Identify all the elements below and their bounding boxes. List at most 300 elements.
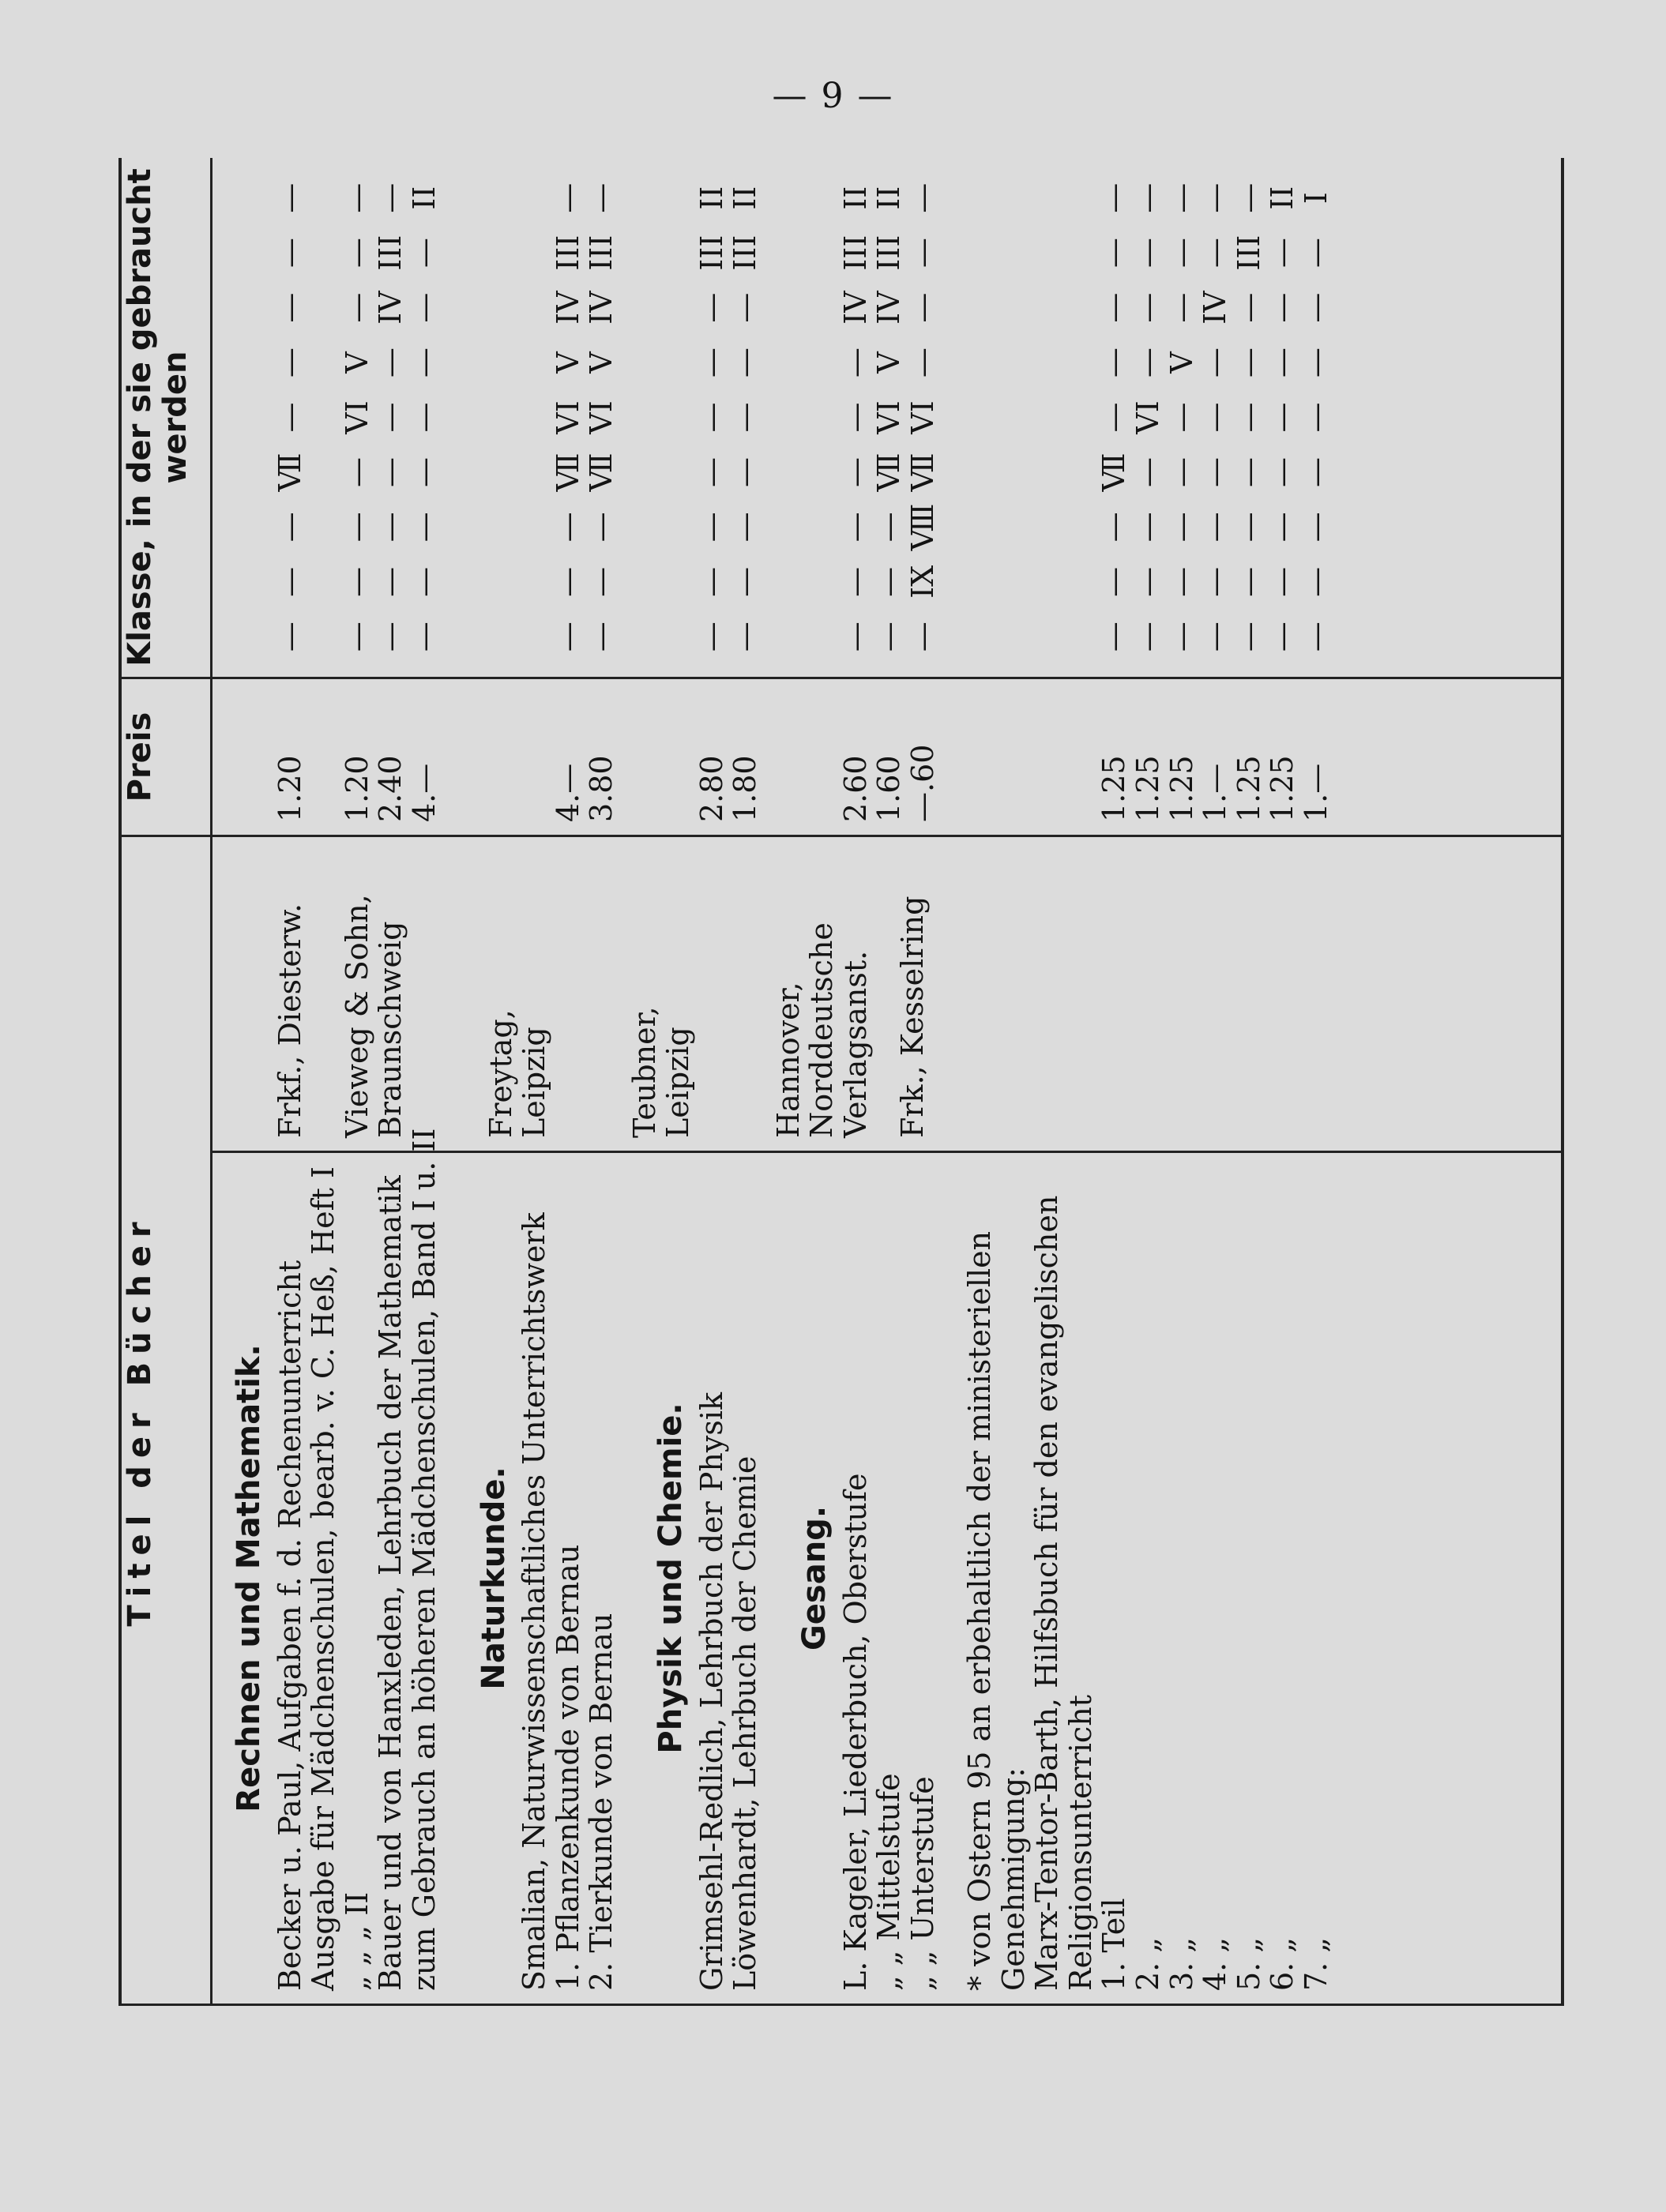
class-mark: — <box>339 238 374 269</box>
footnote-part: 2. „ <box>1130 1936 1166 1991</box>
class-mark: — <box>1265 456 1300 487</box>
class-row <box>517 171 551 664</box>
class-mark: — <box>406 512 442 543</box>
class-mark: V <box>584 351 619 374</box>
price-column <box>212 678 1563 836</box>
spacer <box>939 692 963 822</box>
spacer <box>1097 850 1131 1138</box>
book-title-line: 1. Pflanzenkunde von Bernau <box>550 1544 585 1991</box>
class-mark: — <box>272 182 307 213</box>
class-mark: — <box>1265 347 1300 378</box>
class-mark: — <box>728 347 763 378</box>
class-mark: — <box>1130 238 1166 269</box>
class-mark: IX <box>904 565 940 599</box>
book-title-line: „ „ „ II <box>339 1891 374 1991</box>
class-mark: — <box>1130 566 1166 597</box>
class-row <box>695 171 729 664</box>
price: 4.— <box>406 763 442 822</box>
class-mark: — <box>1164 182 1199 213</box>
class-row <box>1299 171 1333 664</box>
class-mark: — <box>728 456 763 487</box>
class-mark: — <box>584 566 619 597</box>
class-mark: — <box>1298 292 1333 323</box>
class-mark: V <box>339 351 374 374</box>
class-mark: II <box>1265 186 1300 210</box>
spacer <box>1030 171 1064 664</box>
footnote-part: 1. Teil <box>1096 1898 1132 1991</box>
class-mark: V <box>550 351 585 374</box>
class-mark: — <box>1298 456 1333 487</box>
class-mark: — <box>904 292 940 323</box>
class-row <box>1265 171 1299 664</box>
page-number: — 9 — <box>772 76 894 116</box>
book-title-line: L. Kageler, Liederbuch, Oberstufe <box>837 1473 873 1991</box>
footnote-part: 4. „ <box>1198 1936 1233 1991</box>
class-mark: — <box>1164 456 1199 487</box>
section-heading: Naturkunde. <box>475 1467 512 1690</box>
class-mark: VI <box>584 400 619 434</box>
class-mark: — <box>272 566 307 597</box>
publisher: Leipzig <box>517 1027 552 1138</box>
class-mark: — <box>694 622 729 652</box>
class-mark: — <box>1198 347 1233 378</box>
class-mark: — <box>406 622 442 652</box>
spacer <box>1030 692 1064 822</box>
spacer <box>997 692 1031 822</box>
publisher: Vieweg & Sohn, <box>339 894 374 1138</box>
class-mark: — <box>694 292 729 323</box>
class-mark: Ⅶ <box>550 453 585 492</box>
price: 1.— <box>1198 763 1233 822</box>
class-mark: — <box>1231 512 1266 543</box>
spacer <box>872 850 896 1138</box>
class-mark: — <box>406 566 442 597</box>
class-mark: III <box>373 235 408 271</box>
class-mark: II <box>694 186 729 210</box>
class-row <box>374 171 408 664</box>
class-mark: — <box>339 456 374 487</box>
class-mark: — <box>837 347 873 378</box>
spacer <box>1030 850 1064 1138</box>
class-mark: — <box>550 182 585 213</box>
class-mark: — <box>584 512 619 543</box>
price: 1.25 <box>1096 755 1132 822</box>
section-heading: Gesang. <box>795 1505 833 1651</box>
publisher: Frkf., Diesterw. <box>272 903 307 1138</box>
class-mark: IV <box>871 291 907 325</box>
class-mark: — <box>550 566 585 597</box>
class-mark: — <box>1164 512 1199 543</box>
spacer <box>930 850 964 1138</box>
price: 2.40 <box>373 755 408 822</box>
class-mark: — <box>584 622 619 652</box>
class-mark: — <box>1298 512 1333 543</box>
class-mark: Ⅷ <box>904 503 940 551</box>
class-mark: — <box>1231 566 1266 597</box>
class-row <box>273 171 307 664</box>
publisher: Leipzig <box>660 1027 696 1138</box>
class-mark: — <box>1164 402 1199 433</box>
class-mark: — <box>339 182 374 213</box>
spacer <box>306 692 340 822</box>
class-mark: — <box>1231 182 1266 213</box>
class-mark: — <box>584 182 619 213</box>
spacer <box>653 171 689 664</box>
class-mark: — <box>904 238 940 269</box>
class-mark: — <box>406 238 442 269</box>
class-mark: — <box>373 347 408 378</box>
class-mark: — <box>339 292 374 323</box>
header-classes: Klasse, in der sie gebraucht werden <box>120 158 212 678</box>
publisher: Braunschweig <box>373 921 408 1138</box>
class-mark: — <box>694 512 729 543</box>
class-mark: — <box>1298 238 1333 269</box>
class-mark: Ⅶ <box>904 453 940 492</box>
class-mark: — <box>1265 512 1300 543</box>
class-mark: — <box>1198 622 1233 652</box>
class-row <box>872 171 906 664</box>
class-mark: — <box>1298 622 1333 652</box>
class-mark: — <box>837 456 873 487</box>
class-mark: — <box>406 402 442 433</box>
price <box>517 692 551 822</box>
footnote-line: Marx-Tentor-Barth, Hilfsbuch für den evangelischen <box>1029 1195 1065 1991</box>
publisher: Teubner, <box>626 1006 662 1138</box>
footnote-part: 7. „ <box>1298 1936 1333 1991</box>
class-mark: Ⅶ <box>871 453 907 492</box>
class-mark: — <box>406 292 442 323</box>
book-title-line: Löwenhardt, Lehrbuch der Chemie <box>728 1455 763 1991</box>
book-title-line: 2. Tierkunde von Bernau <box>584 1613 619 1991</box>
class-mark: — <box>550 512 585 543</box>
class-mark: — <box>550 622 585 652</box>
class-mark: — <box>1198 566 1233 597</box>
spacer <box>939 1166 963 1991</box>
class-mark: III <box>871 235 907 271</box>
spacer <box>619 1166 642 1991</box>
class-mark: — <box>272 347 307 378</box>
class-mark: — <box>837 512 873 543</box>
book-title-line: Grimsehl-Redlich, Lehrbuch der Physik <box>694 1391 729 1991</box>
spacer <box>619 171 642 664</box>
class-mark: Ⅶ <box>272 453 307 492</box>
price: —.60 <box>904 744 940 822</box>
price: 2.80 <box>694 755 729 822</box>
books-table <box>118 158 1564 2006</box>
class-mark: — <box>694 566 729 597</box>
class-mark: V <box>871 351 907 374</box>
price: 3.80 <box>584 755 619 822</box>
class-mark: — <box>1096 566 1132 597</box>
class-mark: — <box>837 622 873 652</box>
price: 1.25 <box>1265 755 1300 822</box>
class-mark: VI <box>871 400 907 434</box>
class-mark: — <box>339 512 374 543</box>
class-mark: — <box>339 566 374 597</box>
spacer <box>476 171 512 664</box>
price: 1.80 <box>728 755 763 822</box>
spacer <box>1131 850 1165 1138</box>
class-mark: II <box>871 186 907 210</box>
spacer <box>797 171 833 664</box>
footnote-part: 5. „ <box>1231 1936 1266 1991</box>
class-mark: — <box>373 182 408 213</box>
spacer <box>1064 171 1098 664</box>
price: 1.20 <box>339 755 374 822</box>
class-row <box>585 171 619 664</box>
class-mark: — <box>728 292 763 323</box>
spacer <box>442 171 465 664</box>
class-mark: Ⅶ <box>1096 453 1132 492</box>
spacer <box>963 692 997 822</box>
class-row <box>906 171 940 664</box>
class-row <box>1165 171 1199 664</box>
class-row <box>1097 171 1131 664</box>
class-mark: — <box>1265 402 1300 433</box>
class-mark: — <box>1298 347 1333 378</box>
class-mark: — <box>1164 622 1199 652</box>
class-mark: — <box>1130 292 1166 323</box>
class-mark: IV <box>584 291 619 325</box>
class-mark: IV <box>837 291 873 325</box>
section-heading: Rechnen und Mathematik. <box>231 1344 267 1812</box>
class-mark: — <box>272 512 307 543</box>
class-mark: — <box>1096 347 1132 378</box>
class-mark: V <box>1164 351 1199 374</box>
class-mark: — <box>1231 292 1266 323</box>
class-mark: — <box>406 347 442 378</box>
spacer <box>1198 850 1232 1138</box>
spacer <box>997 850 1031 1138</box>
price: 1.20 <box>272 755 307 822</box>
class-mark: — <box>272 292 307 323</box>
class-mark: — <box>406 456 442 487</box>
class-mark: — <box>1130 456 1166 487</box>
spacer <box>476 692 512 822</box>
class-mark: — <box>871 512 907 543</box>
spacer <box>963 850 997 1138</box>
class-mark: — <box>1130 512 1166 543</box>
class-mark: III <box>728 235 763 271</box>
spacer <box>1064 692 1098 822</box>
book-title-line: „ „ Unterstufe <box>904 1776 940 1991</box>
footnote-part: 6. „ <box>1265 1936 1300 1991</box>
class-mark: — <box>373 456 408 487</box>
class-mark: — <box>373 622 408 652</box>
footnote-line: Religionsunterricht <box>1062 1695 1098 1991</box>
class-mark: III <box>584 235 619 271</box>
publisher: Freytag, <box>483 1009 518 1138</box>
book-title-line: Becker u. Paul, Aufgaben f. d. Rechenunterricht <box>272 1260 307 1991</box>
class-mark <box>517 610 551 664</box>
table-frame <box>118 158 1564 2006</box>
class-mark: VI <box>1130 400 1166 434</box>
class-mark: IV <box>373 291 408 325</box>
class-mark: — <box>1298 402 1333 433</box>
spacer <box>653 692 689 822</box>
spacer <box>551 850 575 1138</box>
publisher: Hannover, <box>770 982 806 1138</box>
class-mark: — <box>728 566 763 597</box>
spacer <box>939 171 963 664</box>
class-mark: — <box>1265 238 1300 269</box>
class-mark: — <box>373 402 408 433</box>
class-mark: — <box>272 402 307 433</box>
class-mark: — <box>728 402 763 433</box>
price: 1.— <box>1298 763 1333 822</box>
class-mark: — <box>1198 512 1233 543</box>
section-heading: Physik und Chemie. <box>652 1403 689 1754</box>
class-mark: Ⅶ <box>584 453 619 492</box>
class-mark: VI <box>904 400 940 434</box>
class-column <box>212 158 1563 678</box>
class-row <box>551 171 585 664</box>
class-mark: — <box>1231 402 1266 433</box>
class-mark: — <box>694 456 729 487</box>
class-mark: — <box>1096 292 1132 323</box>
class-row <box>408 171 442 664</box>
spacer <box>1064 850 1098 1138</box>
class-mark: — <box>1198 402 1233 433</box>
class-mark: — <box>272 622 307 652</box>
spacer <box>586 850 622 1138</box>
book-title-line: Bauer und von Hanxleden, Lehrbuch der Mathematik <box>373 1175 408 1991</box>
class-mark: III <box>837 235 873 271</box>
spacer <box>1232 850 1266 1138</box>
class-mark: — <box>871 622 907 652</box>
book-title-line: „ „ Mittelstufe <box>871 1773 907 1991</box>
class-mark: — <box>1096 182 1132 213</box>
footnote-publisher: Frk., Kesselring <box>895 896 931 1138</box>
class-mark: II <box>837 186 873 210</box>
header-title: Titel der Bücher <box>120 836 212 2005</box>
class-mark: VI <box>550 400 585 434</box>
spacer <box>762 692 786 822</box>
spacer <box>963 171 997 664</box>
spacer <box>442 1166 465 1991</box>
book-title-line: Smalian, Naturwissenschaftliches Unterrichtswerk <box>517 1212 552 1991</box>
class-mark: — <box>1231 456 1266 487</box>
class-mark: — <box>1265 292 1300 323</box>
class-mark: — <box>1130 622 1166 652</box>
class-mark: — <box>871 566 907 597</box>
class-mark: — <box>1298 566 1333 597</box>
spacer <box>1165 850 1199 1138</box>
class-mark: — <box>1231 622 1266 652</box>
spacer <box>306 171 340 664</box>
class-mark: IV <box>1198 291 1233 325</box>
class-mark: — <box>1096 512 1132 543</box>
class-mark: — <box>272 238 307 269</box>
footnote-line: Genehmigung: <box>995 1767 1031 1991</box>
class-mark: — <box>1164 238 1199 269</box>
class-mark: — <box>373 512 408 543</box>
price: 4.— <box>550 763 585 822</box>
price: 1.60 <box>871 755 907 822</box>
class-mark: II <box>728 186 763 210</box>
class-mark: — <box>1198 182 1233 213</box>
spacer <box>442 692 465 822</box>
title-column <box>212 1128 1563 2005</box>
footnote-line: * von Ostern 95 an erbehaltlich der ministeriellen <box>962 1230 998 1991</box>
class-mark: — <box>1130 347 1166 378</box>
class-row <box>340 171 374 664</box>
class-row <box>1232 171 1266 664</box>
spacer <box>231 171 267 664</box>
class-mark: VI <box>339 400 374 434</box>
class-row <box>1131 171 1165 664</box>
class-mark: — <box>1265 622 1300 652</box>
class-mark: I <box>1298 192 1333 205</box>
class-mark: III <box>1231 235 1266 271</box>
spacer <box>997 171 1031 664</box>
price: 1.25 <box>1130 755 1166 822</box>
header-price: Preis <box>120 678 212 836</box>
class-mark: — <box>1198 238 1233 269</box>
class-mark: — <box>1198 456 1233 487</box>
spacer <box>797 692 833 822</box>
spacer <box>408 850 431 1138</box>
class-mark: II <box>406 186 442 210</box>
class-row <box>728 171 762 664</box>
price: 1.25 <box>1164 755 1199 822</box>
class-mark: — <box>694 402 729 433</box>
spacer <box>730 850 765 1138</box>
class-mark: — <box>904 622 940 652</box>
class-mark: — <box>904 182 940 213</box>
class-mark: — <box>1130 182 1166 213</box>
class-mark: — <box>1096 238 1132 269</box>
class-mark: — <box>694 347 729 378</box>
spacer <box>442 850 478 1138</box>
publisher-column <box>212 836 1563 1152</box>
class-mark: — <box>1164 292 1199 323</box>
spacer <box>695 850 719 1138</box>
spacer <box>306 850 340 1138</box>
class-mark: — <box>339 622 374 652</box>
class-mark: — <box>728 512 763 543</box>
class-mark: — <box>837 402 873 433</box>
publisher: Verlagsanst. <box>837 950 873 1138</box>
class-mark: — <box>728 622 763 652</box>
price: 1.25 <box>1231 755 1266 822</box>
class-row <box>839 171 873 664</box>
class-mark: — <box>837 566 873 597</box>
spacer <box>619 692 642 822</box>
publisher: Norddeutsche <box>804 922 840 1138</box>
class-mark: — <box>1164 566 1199 597</box>
spacer <box>231 692 267 822</box>
class-mark: — <box>1231 347 1266 378</box>
class-mark: — <box>1096 402 1132 433</box>
spacer <box>762 171 786 664</box>
class-mark: — <box>904 347 940 378</box>
class-mark: III <box>550 235 585 271</box>
footnote-part: 3. „ <box>1164 1936 1199 1991</box>
class-row <box>1198 171 1232 664</box>
book-title-line: Ausgabe für Mädchenschulen, bearb. v. C. Heß, Heft I <box>306 1166 341 1991</box>
book-title-line: zum Gebrauch an höheren Mädchenschulen, Band I u. II <box>406 1128 442 1991</box>
class-mark: IV <box>550 291 585 325</box>
class-mark: — <box>1096 622 1132 652</box>
rotated-table <box>118 158 1564 2006</box>
class-mark: III <box>694 235 729 271</box>
class-mark: — <box>373 566 408 597</box>
price: 2.60 <box>837 755 873 822</box>
class-mark: — <box>1265 566 1300 597</box>
spacer <box>231 850 267 1138</box>
spacer <box>762 1166 786 1991</box>
